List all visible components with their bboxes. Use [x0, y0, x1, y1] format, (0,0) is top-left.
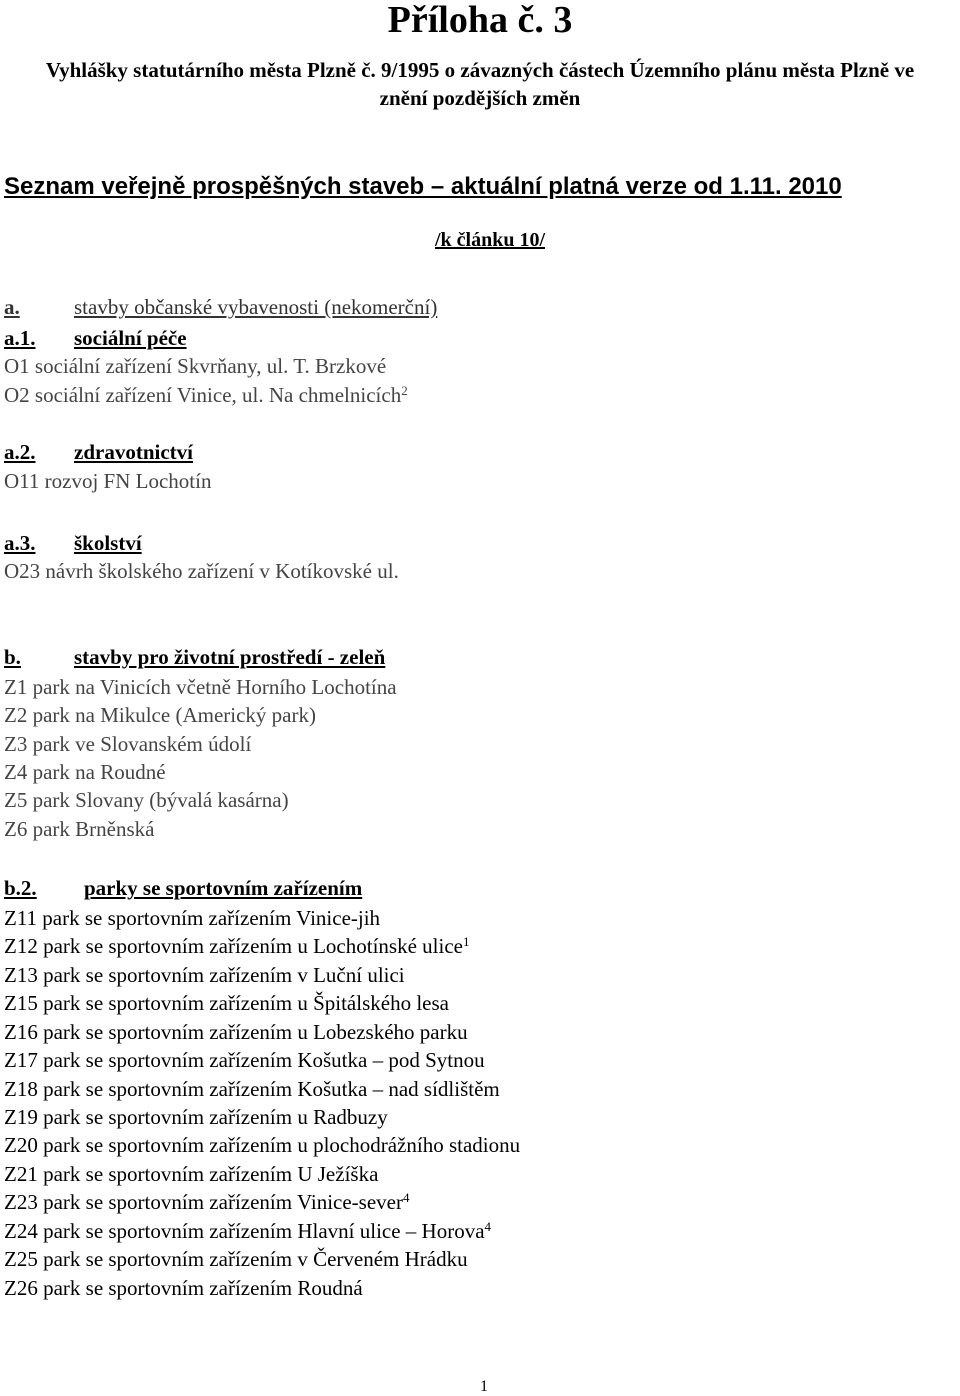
section-b2-heading	[4, 874, 362, 902]
list-item	[4, 1188, 409, 1216]
list-item: Z19 park se sportovním zařízením u Radbuzy	[4, 1105, 388, 1129]
section-b2-label: parky se sportovním zařízením	[84, 876, 363, 900]
list-item: Z26 park se sportovním zařízením Roudná	[4, 1276, 363, 1300]
list-item: Z15 park se sportovním zařízením u Špitálského lesa	[4, 991, 449, 1015]
document-heading: Seznam veřejně prospěšných staveb – aktuální platná verze od 1.11. 2010	[4, 173, 842, 200]
list-item: Z17 park se sportovním zařízením Košutka – pod Sytnou	[4, 1048, 485, 1072]
list-item: Z16 park se sportovním zařízením u Lobezského parku	[4, 1020, 468, 1044]
list-item: Z2 park na Mikulce (Americký park)	[4, 703, 316, 727]
list-item: Z21 park se sportovním zařízením U Ježíška	[4, 1162, 379, 1186]
list-item: O1 sociální zařízení Skvrňany, ul. T. Brzkové	[4, 354, 387, 378]
list-item: Z18 park se sportovním zařízením Košutka – nad sídlištěm	[4, 1077, 500, 1101]
section-a1-label: sociální péče	[74, 326, 187, 350]
list-item	[4, 381, 408, 409]
list-item-text: Z12 park se sportovním zařízením u Lochotínské ulice	[4, 934, 463, 958]
subtitle-line-1: Vyhlášky statutárního města Plzně č. 9/1995 o závazných částech Územního plánu města Plzně ve	[45, 58, 915, 82]
section-a1-code: a.1.	[4, 326, 36, 350]
list-item: O11 rozvoj FN Lochotín	[4, 469, 212, 493]
section-b-label: stavby pro životní prostředí - zeleň	[74, 645, 386, 669]
section-a2-label: zdravotnictví	[74, 440, 193, 464]
section-a2-heading	[4, 438, 193, 466]
list-item: Z4 park na Roudné	[4, 760, 166, 784]
section-a1-heading	[4, 324, 187, 352]
footnote-ref: 1	[462, 934, 470, 949]
section-a3-code: a.3.	[4, 531, 36, 555]
section-a3-label: školství	[74, 531, 142, 555]
list-item: O23 návrh školského zařízení v Kotíkovské ul.	[4, 559, 399, 583]
list-item: Z25 park se sportovním zařízením v Červeném Hrádku	[4, 1247, 468, 1271]
list-item: Z5 park Slovany (bývalá kasárna)	[4, 788, 289, 812]
section-a-label: stavby občanské vybavenosti (nekomerční)	[74, 295, 438, 319]
list-item	[4, 932, 469, 960]
list-item: Z11 park se sportovním zařízením Vinice-jih	[4, 906, 381, 930]
section-a-code: a.	[4, 295, 20, 319]
section-b-code: b.	[4, 645, 21, 669]
page-number: 1	[480, 1378, 488, 1395]
list-item-text: Z24 park se sportovním zařízením Hlavní ulice – Horova	[4, 1219, 485, 1243]
list-item-text: Z23 park se sportovním zařízením Vinice-sever	[4, 1190, 403, 1214]
list-item	[4, 1217, 491, 1245]
list-item-text: O2 sociální zařízení Vinice, ul. Na chmelnicích	[4, 383, 402, 407]
list-item: Z1 park na Vinicích včetně Horního Lochotína	[4, 675, 397, 699]
footnote-ref: 2	[401, 383, 408, 398]
subtitle-line-2: znění pozdějších změn	[379, 86, 581, 110]
section-b2-code: b.2.	[4, 876, 37, 900]
article-reference: /k článku 10/	[434, 229, 546, 251]
list-item: Z3 park ve Slovanském údolí	[4, 732, 252, 756]
footnote-ref: 4	[484, 1219, 492, 1234]
section-a2-code: a.2.	[4, 440, 36, 464]
list-item: Z6 park Brněnská	[4, 817, 155, 841]
footnote-ref: 4	[402, 1190, 410, 1205]
section-a-heading	[4, 293, 437, 321]
list-item: Z13 park se sportovním zařízením v Luční ulici	[4, 963, 405, 987]
list-item: Z20 park se sportovním zařízením u plochodrážního stadionu	[4, 1133, 521, 1157]
section-a3-heading	[4, 529, 142, 557]
section-b-heading	[4, 643, 385, 671]
page-title: Příloha č. 3	[387, 0, 573, 41]
